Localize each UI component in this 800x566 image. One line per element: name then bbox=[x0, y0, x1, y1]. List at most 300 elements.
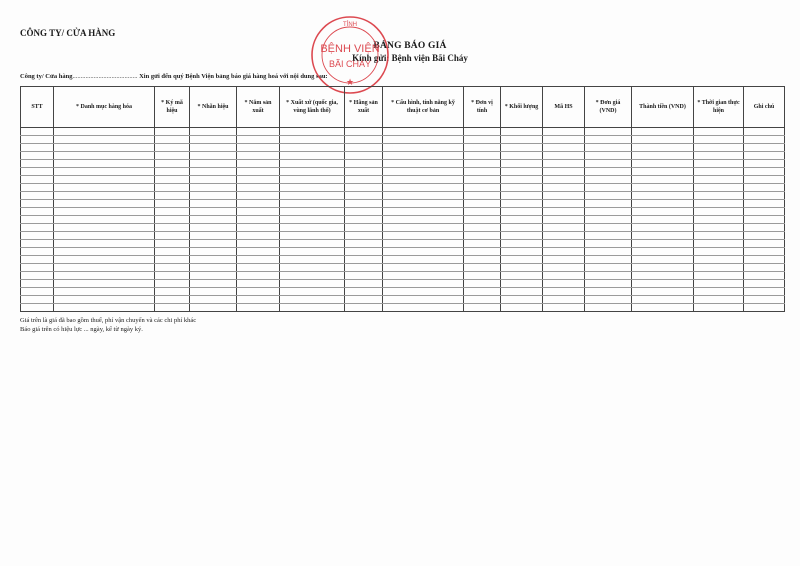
table-cell bbox=[383, 272, 464, 280]
table-cell bbox=[694, 192, 744, 200]
table-cell bbox=[190, 200, 237, 208]
table-cell bbox=[585, 200, 632, 208]
table-cell bbox=[632, 256, 694, 264]
table-cell bbox=[632, 168, 694, 176]
column-header-total: Thành tiền (VND) bbox=[632, 87, 694, 128]
table-cell bbox=[464, 216, 501, 224]
table-cell bbox=[280, 304, 345, 312]
table-cell bbox=[543, 248, 585, 256]
table-row bbox=[21, 136, 785, 144]
table-cell bbox=[585, 168, 632, 176]
table-row bbox=[21, 168, 785, 176]
table-cell bbox=[744, 224, 785, 232]
table-cell bbox=[543, 216, 585, 224]
table-cell bbox=[21, 136, 54, 144]
table-cell bbox=[632, 192, 694, 200]
table-cell bbox=[280, 168, 345, 176]
table-cell bbox=[190, 272, 237, 280]
table-cell bbox=[383, 216, 464, 224]
stamp-text-sub: BÃI CHÁY bbox=[328, 59, 372, 69]
table-cell bbox=[501, 256, 543, 264]
table-cell bbox=[585, 264, 632, 272]
table-cell bbox=[190, 288, 237, 296]
table-cell bbox=[632, 160, 694, 168]
table-cell bbox=[543, 264, 585, 272]
table-cell bbox=[744, 216, 785, 224]
table-cell bbox=[54, 288, 155, 296]
table-cell bbox=[585, 248, 632, 256]
table-cell bbox=[54, 176, 155, 184]
table-row bbox=[21, 144, 785, 152]
table-cell bbox=[694, 296, 744, 304]
table-cell bbox=[280, 296, 345, 304]
table-body bbox=[21, 128, 785, 312]
table-cell bbox=[237, 232, 280, 240]
table-cell bbox=[632, 176, 694, 184]
table-row bbox=[21, 296, 785, 304]
table-cell bbox=[155, 192, 190, 200]
table-row bbox=[21, 272, 785, 280]
table-cell bbox=[345, 152, 383, 160]
table-cell bbox=[585, 184, 632, 192]
table-cell bbox=[632, 144, 694, 152]
table-cell bbox=[237, 264, 280, 272]
table-cell bbox=[190, 136, 237, 144]
table-cell bbox=[190, 248, 237, 256]
table-cell bbox=[543, 272, 585, 280]
table-cell bbox=[464, 240, 501, 248]
table-cell bbox=[632, 288, 694, 296]
table-cell bbox=[237, 296, 280, 304]
table-cell bbox=[383, 128, 464, 136]
table-cell bbox=[464, 304, 501, 312]
table-cell bbox=[543, 152, 585, 160]
table-cell bbox=[464, 232, 501, 240]
table-cell bbox=[54, 224, 155, 232]
table-cell bbox=[744, 208, 785, 216]
table-cell bbox=[155, 264, 190, 272]
table-cell bbox=[632, 264, 694, 272]
table-cell bbox=[54, 152, 155, 160]
table-cell bbox=[237, 144, 280, 152]
table-cell bbox=[744, 192, 785, 200]
table-cell bbox=[464, 176, 501, 184]
table-cell bbox=[543, 176, 585, 184]
table-cell bbox=[501, 288, 543, 296]
table-cell bbox=[694, 200, 744, 208]
table-cell bbox=[190, 208, 237, 216]
table-cell bbox=[345, 136, 383, 144]
table-cell bbox=[155, 232, 190, 240]
table-cell bbox=[585, 192, 632, 200]
table-cell bbox=[501, 192, 543, 200]
table-cell bbox=[632, 128, 694, 136]
table-cell bbox=[632, 304, 694, 312]
table-cell bbox=[383, 224, 464, 232]
table-cell bbox=[345, 288, 383, 296]
table-cell bbox=[501, 160, 543, 168]
table-cell bbox=[280, 248, 345, 256]
table-cell bbox=[345, 128, 383, 136]
table-cell bbox=[383, 144, 464, 152]
table-cell bbox=[155, 272, 190, 280]
table-cell bbox=[501, 248, 543, 256]
table-cell bbox=[694, 176, 744, 184]
table-cell bbox=[585, 152, 632, 160]
table-cell bbox=[694, 160, 744, 168]
table-cell bbox=[632, 200, 694, 208]
table-cell bbox=[280, 232, 345, 240]
table-cell bbox=[155, 216, 190, 224]
table-cell bbox=[585, 280, 632, 288]
table-row bbox=[21, 240, 785, 248]
table-cell bbox=[543, 224, 585, 232]
table-cell bbox=[383, 152, 464, 160]
table-cell bbox=[585, 272, 632, 280]
table-row bbox=[21, 184, 785, 192]
table-cell bbox=[54, 136, 155, 144]
table-cell bbox=[694, 152, 744, 160]
table-cell bbox=[190, 152, 237, 160]
table-cell bbox=[155, 240, 190, 248]
table-cell bbox=[694, 184, 744, 192]
table-cell bbox=[345, 296, 383, 304]
table-cell bbox=[464, 296, 501, 304]
column-header-unit: * Đơn vị tính bbox=[464, 87, 501, 128]
table-cell bbox=[585, 288, 632, 296]
table-cell bbox=[280, 136, 345, 144]
table-cell bbox=[585, 256, 632, 264]
table-cell bbox=[501, 272, 543, 280]
table-cell bbox=[54, 184, 155, 192]
table-cell bbox=[501, 264, 543, 272]
table-cell bbox=[464, 272, 501, 280]
table-cell bbox=[345, 264, 383, 272]
table-cell bbox=[694, 256, 744, 264]
table-cell bbox=[280, 256, 345, 264]
table-cell bbox=[21, 152, 54, 160]
table-header-row bbox=[21, 87, 785, 128]
table-cell bbox=[54, 272, 155, 280]
stamp-star-icon: ★ bbox=[345, 77, 355, 87]
table-cell bbox=[744, 272, 785, 280]
table-cell bbox=[694, 128, 744, 136]
table-cell bbox=[501, 176, 543, 184]
footer-note-validity: Báo giá trên có hiệu lực ... ngày, kể từ ngày ký. bbox=[20, 326, 143, 333]
table-cell bbox=[744, 184, 785, 192]
table-cell bbox=[280, 144, 345, 152]
table-cell bbox=[585, 176, 632, 184]
table-cell bbox=[155, 208, 190, 216]
table-cell bbox=[383, 176, 464, 184]
table-cell bbox=[21, 144, 54, 152]
table-cell bbox=[54, 160, 155, 168]
table-cell bbox=[237, 208, 280, 216]
table-cell bbox=[280, 280, 345, 288]
table-cell bbox=[280, 240, 345, 248]
table-cell bbox=[345, 256, 383, 264]
table-cell bbox=[543, 304, 585, 312]
table-row bbox=[21, 160, 785, 168]
table-cell bbox=[345, 160, 383, 168]
table-cell bbox=[744, 168, 785, 176]
table-cell bbox=[237, 216, 280, 224]
table-cell bbox=[54, 208, 155, 216]
table-cell bbox=[190, 128, 237, 136]
table-cell bbox=[345, 232, 383, 240]
table-cell bbox=[190, 264, 237, 272]
table-cell bbox=[632, 224, 694, 232]
table-cell bbox=[383, 200, 464, 208]
table-cell bbox=[190, 160, 237, 168]
table-cell bbox=[501, 152, 543, 160]
table-cell bbox=[464, 168, 501, 176]
table-cell bbox=[21, 304, 54, 312]
table-cell bbox=[155, 144, 190, 152]
table-cell bbox=[280, 152, 345, 160]
table-cell bbox=[585, 304, 632, 312]
table-cell bbox=[694, 232, 744, 240]
table-cell bbox=[694, 240, 744, 248]
table-cell bbox=[155, 160, 190, 168]
table-cell bbox=[345, 184, 383, 192]
table-cell bbox=[501, 232, 543, 240]
table-cell bbox=[383, 248, 464, 256]
table-cell bbox=[543, 136, 585, 144]
column-header-hs-code: Mã HS bbox=[543, 87, 585, 128]
table-cell bbox=[694, 288, 744, 296]
table-cell bbox=[21, 208, 54, 216]
table-cell bbox=[280, 128, 345, 136]
table-cell bbox=[585, 208, 632, 216]
table-cell bbox=[383, 256, 464, 264]
table-cell bbox=[280, 272, 345, 280]
table-row bbox=[21, 192, 785, 200]
table-cell bbox=[383, 280, 464, 288]
table-cell bbox=[383, 304, 464, 312]
table-cell bbox=[155, 152, 190, 160]
table-row bbox=[21, 200, 785, 208]
table-cell bbox=[632, 152, 694, 160]
table-cell bbox=[464, 128, 501, 136]
table-cell bbox=[744, 280, 785, 288]
column-header-unit-price: * Đơn giá (VND) bbox=[585, 87, 632, 128]
intro-text: Xin gửi đến quý Bệnh Viện bảng báo giá hàng hoá với nội dung sau: bbox=[139, 73, 328, 80]
column-header-stt: STT bbox=[21, 87, 54, 128]
table-cell bbox=[21, 256, 54, 264]
table-cell bbox=[155, 288, 190, 296]
table-cell bbox=[190, 176, 237, 184]
table-cell bbox=[21, 200, 54, 208]
table-cell bbox=[543, 128, 585, 136]
table-cell bbox=[190, 256, 237, 264]
table-cell bbox=[21, 160, 54, 168]
table-cell bbox=[237, 200, 280, 208]
table-cell bbox=[543, 280, 585, 288]
table-cell bbox=[155, 296, 190, 304]
table-cell bbox=[585, 296, 632, 304]
table-cell bbox=[744, 264, 785, 272]
column-header-notes: Ghi chú bbox=[744, 87, 785, 128]
table-cell bbox=[464, 160, 501, 168]
table-cell bbox=[345, 176, 383, 184]
table-cell bbox=[694, 136, 744, 144]
table-cell bbox=[190, 296, 237, 304]
table-cell bbox=[585, 224, 632, 232]
table-cell bbox=[632, 216, 694, 224]
table-cell bbox=[21, 184, 54, 192]
table-cell bbox=[237, 256, 280, 264]
table-cell bbox=[237, 288, 280, 296]
table-cell bbox=[21, 168, 54, 176]
table-cell bbox=[543, 296, 585, 304]
table-cell bbox=[543, 256, 585, 264]
table-cell bbox=[190, 240, 237, 248]
table-cell bbox=[190, 192, 237, 200]
table-cell bbox=[237, 128, 280, 136]
table-cell bbox=[694, 304, 744, 312]
table-cell bbox=[345, 224, 383, 232]
table-cell bbox=[585, 216, 632, 224]
table-cell bbox=[543, 184, 585, 192]
table-cell bbox=[464, 224, 501, 232]
table-cell bbox=[464, 192, 501, 200]
table-cell bbox=[501, 304, 543, 312]
table-cell bbox=[543, 160, 585, 168]
table-cell bbox=[54, 240, 155, 248]
table-cell bbox=[280, 192, 345, 200]
table-cell bbox=[585, 160, 632, 168]
table-cell bbox=[632, 272, 694, 280]
table-cell bbox=[501, 216, 543, 224]
column-header-delivery-time: * Thời gian thực hiện bbox=[694, 87, 744, 128]
table-cell bbox=[464, 144, 501, 152]
table-cell bbox=[237, 184, 280, 192]
table-row bbox=[21, 304, 785, 312]
table-cell bbox=[237, 160, 280, 168]
table-cell bbox=[21, 232, 54, 240]
recipient-line: Kính gửi: Bệnh viện Bãi Cháy bbox=[352, 53, 468, 63]
table-cell bbox=[190, 144, 237, 152]
table-cell bbox=[694, 248, 744, 256]
table-cell bbox=[632, 248, 694, 256]
table-cell bbox=[155, 176, 190, 184]
table-cell bbox=[632, 280, 694, 288]
table-cell bbox=[190, 216, 237, 224]
table-cell bbox=[464, 200, 501, 208]
table-cell bbox=[345, 280, 383, 288]
table-cell bbox=[54, 192, 155, 200]
table-cell bbox=[54, 232, 155, 240]
table-cell bbox=[190, 184, 237, 192]
column-header-year: * Năm sản xuất bbox=[237, 87, 280, 128]
table-cell bbox=[345, 304, 383, 312]
table-cell bbox=[237, 152, 280, 160]
table-cell bbox=[21, 176, 54, 184]
table-row bbox=[21, 280, 785, 288]
table-cell bbox=[694, 216, 744, 224]
table-cell bbox=[694, 280, 744, 288]
table-cell bbox=[345, 200, 383, 208]
table-cell bbox=[21, 272, 54, 280]
table-cell bbox=[21, 264, 54, 272]
table-cell bbox=[543, 232, 585, 240]
table-cell bbox=[501, 184, 543, 192]
table-cell bbox=[155, 224, 190, 232]
table-cell bbox=[744, 240, 785, 248]
table-cell bbox=[744, 128, 785, 136]
table-cell bbox=[694, 224, 744, 232]
table-cell bbox=[21, 224, 54, 232]
table-cell bbox=[464, 248, 501, 256]
table-cell bbox=[383, 184, 464, 192]
table-cell bbox=[383, 136, 464, 144]
table-cell bbox=[543, 200, 585, 208]
table-row bbox=[21, 264, 785, 272]
table-cell bbox=[21, 240, 54, 248]
table-cell bbox=[54, 296, 155, 304]
column-header-model: * Ký mã hiệu bbox=[155, 87, 190, 128]
table-cell bbox=[155, 184, 190, 192]
table-cell bbox=[694, 264, 744, 272]
table-cell bbox=[345, 192, 383, 200]
table-cell bbox=[744, 136, 785, 144]
table-row bbox=[21, 176, 785, 184]
table-cell bbox=[383, 264, 464, 272]
table-cell bbox=[280, 216, 345, 224]
table-cell bbox=[190, 168, 237, 176]
table-cell bbox=[237, 136, 280, 144]
table-cell bbox=[280, 264, 345, 272]
table-cell bbox=[155, 304, 190, 312]
table-cell bbox=[543, 240, 585, 248]
intro-dots: ........................................ bbox=[72, 73, 138, 80]
table-row bbox=[21, 216, 785, 224]
stamp-text-main: BỆNH VIỆN bbox=[320, 43, 380, 55]
table-cell bbox=[585, 240, 632, 248]
table-cell bbox=[744, 296, 785, 304]
table-row bbox=[21, 256, 785, 264]
table-cell bbox=[21, 216, 54, 224]
column-header-brand: * Nhãn hiệu bbox=[190, 87, 237, 128]
table-cell bbox=[54, 248, 155, 256]
quotation-table bbox=[20, 86, 785, 312]
table-cell bbox=[155, 128, 190, 136]
table-cell bbox=[237, 176, 280, 184]
table-cell bbox=[501, 128, 543, 136]
table-cell bbox=[54, 256, 155, 264]
table-cell bbox=[21, 248, 54, 256]
table-cell bbox=[237, 224, 280, 232]
table-cell bbox=[345, 208, 383, 216]
table-cell bbox=[280, 160, 345, 168]
table-cell bbox=[280, 224, 345, 232]
table-cell bbox=[543, 144, 585, 152]
table-row bbox=[21, 232, 785, 240]
table-cell bbox=[190, 304, 237, 312]
company-label: CÔNG TY/ CỬA HÀNG bbox=[20, 28, 116, 38]
table-cell bbox=[585, 128, 632, 136]
table-cell bbox=[501, 224, 543, 232]
table-cell bbox=[632, 208, 694, 216]
table-cell bbox=[21, 192, 54, 200]
table-cell bbox=[21, 128, 54, 136]
table-cell bbox=[501, 280, 543, 288]
table-cell bbox=[501, 208, 543, 216]
table-cell bbox=[464, 208, 501, 216]
table-cell bbox=[694, 144, 744, 152]
table-cell bbox=[21, 280, 54, 288]
